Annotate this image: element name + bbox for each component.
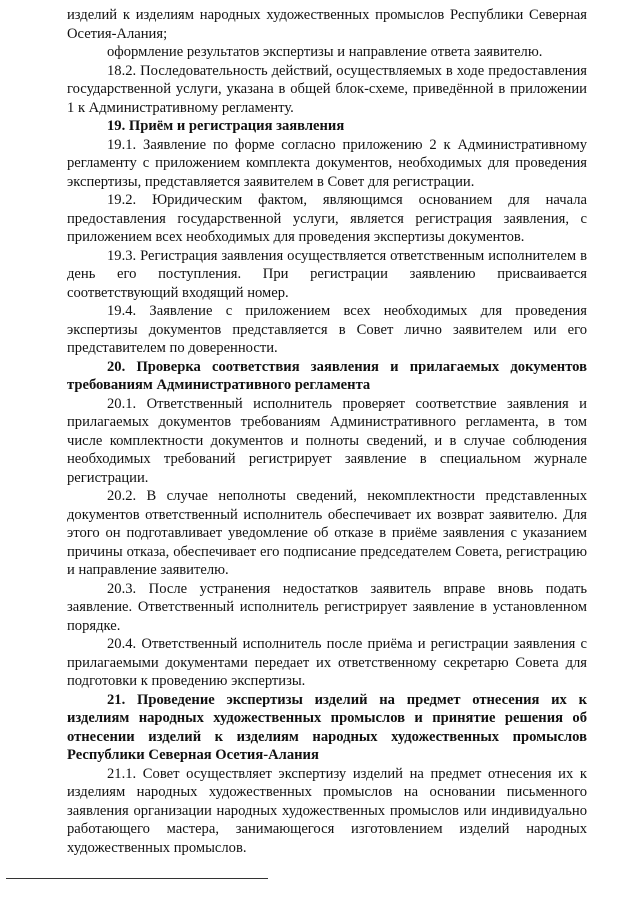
paragraph-20-3: 20.3. После устранения недостатков заявитель вправе вновь подать заявление. Ответственный исполнитель регистрирует заявление в установленном порядке. — [67, 580, 587, 634]
paragraph-19-2: 19.2. Юридическим фактом, являющимся основанием для начала предоставления государственной услуги, является регистрация заявления, с приложением всех необходимых для проведения экспертизы документов. — [67, 192, 587, 245]
section-heading-20: 20. Проверка соответствия заявления и прилагаемых документов требованиям Административного регламента — [67, 358, 587, 393]
paragraph-18-2: 18.2. Последовательность действий, осуществляемых в ходе предоставления государственной услуги, указана в общей блок-схеме, приведённой в приложении 1 к Административному регламенту. — [67, 62, 587, 116]
section-heading-21: 21. Проведение экспертизы изделий на предмет отнесения их к изделиям народных художественных промыслов и принятие решения об отнесении изделий к изделиям народных художественных промыслов Республики Северная Осетия-Алания — [67, 691, 587, 763]
paragraph-21-1: 21.1. Совет осуществляет экспертизу изделий на предмет отнесения их к изделиям народных художественных промыслов на основании письменного заявления организации народных художественных промыслов или индивидуально работающего мастера, занимающегося изготовлением изделий народных художественных промыслов. — [67, 765, 587, 856]
section-heading-19: 19. Приём и регистрация заявления — [107, 118, 345, 134]
document-page — [67, 6, 587, 857]
paragraph-19-4: 19.4. Заявление с приложением всех необходимых для проведения экспертизы документов представляется в Совет лично заявителем или его представителем по доверенности. — [67, 303, 587, 356]
footnote-divider — [6, 878, 268, 879]
paragraph-20-1: 20.1. Ответственный исполнитель проверяет соответствие заявления и прилагаемых документов требованиям Административного регламента, в том числе комплектности документов и полноты сведений, и в случае соблюдения необходимых требований регистрирует заявление в специальном журнале регистрации. — [67, 395, 587, 486]
paragraph-19-3: 19.3. Регистрация заявления осуществляется ответственным исполнителем в день его поступления. При регистрации заявлению присваивается соответствующий входящий номер. — [67, 247, 587, 301]
paragraph-20-4: 20.4. Ответственный исполнитель после приёма и регистрации заявления с прилагаемыми документами передает их ответственному секретарю Совета для подготовки к проведению экспертизы. — [67, 636, 587, 689]
paragraph-19-1: 19.1. Заявление по форме согласно приложению 2 к Административному регламенту с приложением комплекта документов, необходимых для проведения экспертизы, представляется заявителем в Совет для регистрации. — [67, 136, 587, 190]
paragraph-intro-continuation: изделий к изделиям народных художественных промыслов Республики Северная Осетия-Алания; — [67, 7, 587, 42]
paragraph-intro-results: оформление результатов экспертизы и направление ответа заявителю. — [107, 44, 543, 60]
paragraph-20-2: 20.2. В случае неполноты сведений, некомплектности представленных документов ответственный исполнитель обеспечивает их возврат заявителю. Для этого он подготавливает уведомление об отказе в приёме заявления с указанием причины отказа, обеспечивает его подписание председателем Совета, регистрацию и направление заявителю. — [67, 488, 587, 578]
